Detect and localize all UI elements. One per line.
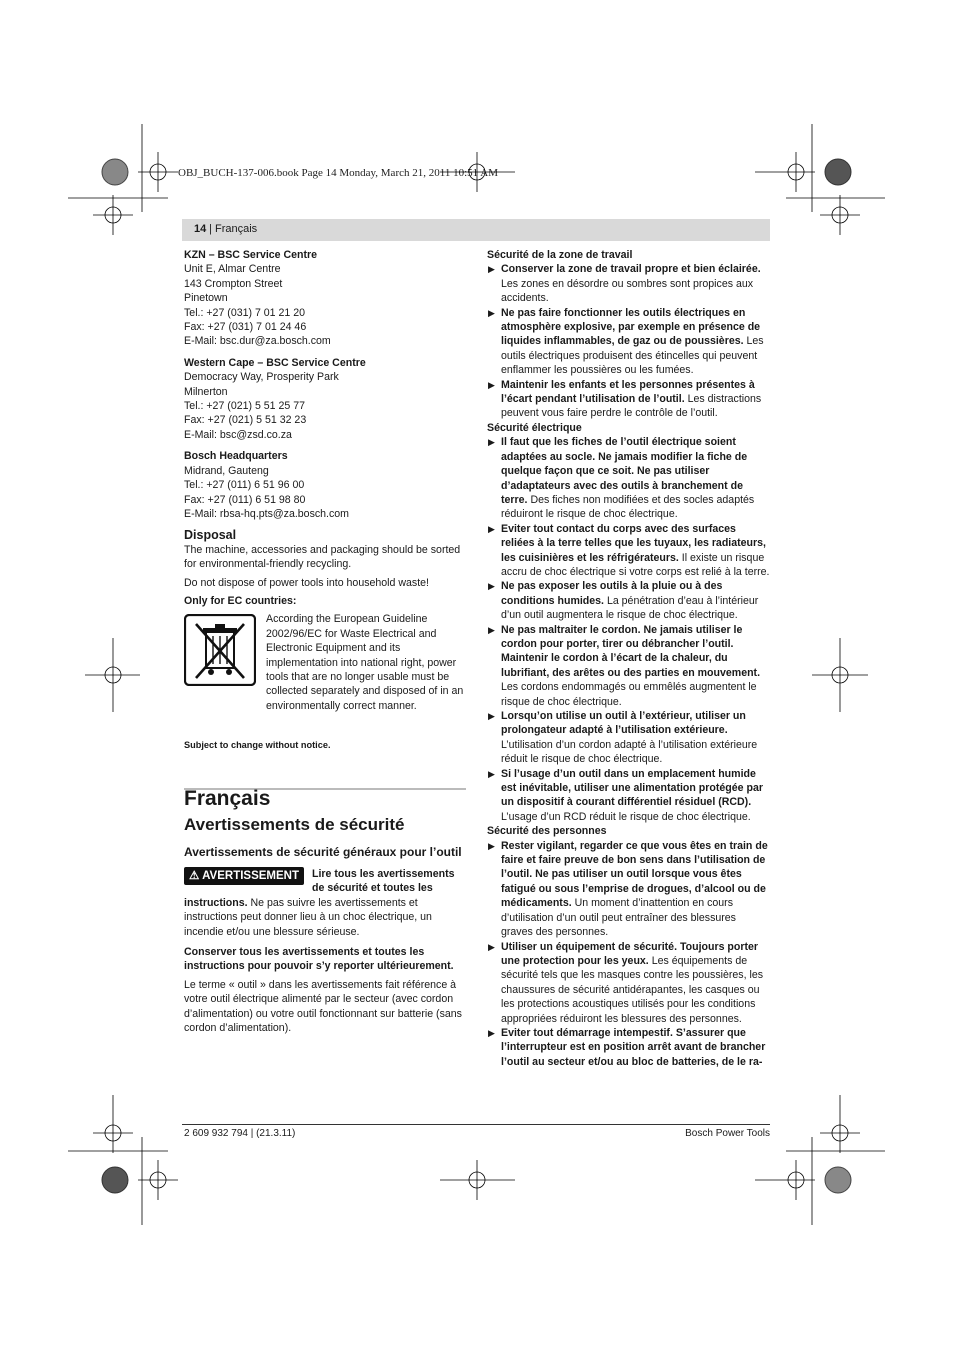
- bullet-arrow-icon: ▶: [488, 840, 495, 851]
- title-avertissements: Avertissements de sécurité: [184, 815, 405, 835]
- list-item: ▶ Conserver la zone de travail propre et bien éclairée. Les zones en désordre ou sombres sont propices aux accidents.: [488, 263, 761, 305]
- warning-text: Ne pas suivre les avertissements et instructions peut donner lieu à un choc électrique, un incendie et/ou une blessure sérieuse.: [184, 896, 432, 938]
- ec-heading: Only for EC countries:: [184, 594, 297, 607]
- bullet-arrow-icon: ▶: [488, 768, 495, 779]
- francais-section: [184, 786, 466, 810]
- contact-kzn: [184, 248, 466, 349]
- page-header-bar: [182, 219, 770, 241]
- list-item: ▶ Maintenir les enfants et les personnes présentes à l’écart pendant l’utilisation de l’outil. Les distractions peuvent vous faire perdre le contrôle de l’outil.: [488, 378, 762, 420]
- ec-block: [184, 612, 466, 716]
- contact-email: E-Mail: bsc@zsd.co.za: [184, 428, 292, 441]
- list-item: ▶ Eviter tout démarrage intempestif. S’assurer que l’interrupteur est en position arrêt avant de brancher l’outil au secteur et/ou au bloc de batteries, de le ra-: [488, 1026, 766, 1068]
- list-item: ▶ Eviter tout contact du corps avec des surfaces reliées à la terre telles que les tuyaux, les radiateurs, les cuisinières et les réfrigérateurs. Il existe un risque accru de choc électrique si votre corps est relié à la terre.: [488, 522, 770, 578]
- section-personal: [487, 824, 770, 1069]
- disposal-heading: Disposal: [184, 528, 237, 543]
- warning-badge: [184, 867, 304, 885]
- bullet-arrow-icon: ▶: [488, 523, 495, 534]
- disposal-warning: Do not dispose of power tools into household waste!: [184, 576, 429, 589]
- section-electrical: [487, 421, 770, 824]
- tool-term-paragraph: Le terme « outil » dans les avertissements fait référence à votre outil électrique alimenté par le secteur (avec cordon d’alimentation) ou votre outil fonctionnant sur batterie (sans cordon d’alimentation).: [184, 978, 462, 1035]
- right-column: [487, 248, 770, 1069]
- page-number: 14: [194, 223, 207, 235]
- bullet-arrow-icon: ▶: [488, 624, 495, 635]
- disposal-paragraph: The machine, accessories and packaging should be sorted for environmental-friendly recycling.: [184, 543, 461, 571]
- contact-line: Fax: +27 (011) 6 51 98 80: [184, 493, 306, 506]
- bullet-arrow-icon: ▶: [488, 264, 495, 275]
- list-item: ▶ Ne pas exposer les outils à la pluie ou à des conditions humides. La pénétration d’eau à l’intérieur d’un outil augmentera le risque de choc électrique.: [488, 580, 759, 622]
- title-general-warnings: Avertissements de sécurité généraux pour l’outil: [184, 844, 462, 859]
- list-item: ▶ Utiliser un équipement de sécurité. Toujours porter une protection pour les yeux. Les équipements de sécurité tels que les masques contre les poussières, les chaussures de sécurité antidérapantes, les casques ou les protections acoustiques utilisés pour les conditions appropriées réduiront les blessures des personnes.: [488, 940, 764, 1025]
- bullet-arrow-icon: ▶: [488, 1027, 495, 1038]
- contact-email: E-Mail: bsc.dur@za.bosch.com: [184, 335, 331, 348]
- weee-bin-icon: [184, 614, 256, 686]
- list-item: ▶ Lorsqu’on utilise un outil à l’extérieur, utiliser un prolongateur adapté à l’utilisation extérieure. L’utilisation d’un cordon adapté à l’utilisation extérieure réduit le risque de choc électrique.: [488, 710, 758, 766]
- page-footer: [182, 1124, 770, 1139]
- contact-line: Tel.: +27 (011) 6 51 96 00: [184, 479, 305, 492]
- contact-line: Milnerton: [184, 385, 228, 398]
- contact-name: KZN – BSC Service Centre: [184, 249, 318, 261]
- header-section: Français: [215, 223, 258, 235]
- contact-line: 143 Crompton Street: [184, 277, 283, 290]
- bullet-arrow-icon: ▶: [488, 941, 495, 952]
- header-separator: |: [209, 223, 212, 235]
- list-item: ▶ Il faut que les fiches de l’outil électrique soient adaptées au socle. Ne jamais modifier la fiche de quelque façon que ce soit. Ne pas utiliser d’adaptateurs avec des outils à branchement de terre. Des fiches non modifiées et des socles adaptés réduiront le risque de choc électrique.: [488, 436, 755, 521]
- contact-line: Fax: +27 (031) 7 01 24 46: [184, 321, 307, 334]
- section-heading: Sécurité électrique: [487, 421, 582, 434]
- warning-badge-label: AVERTISSEMENT: [202, 869, 300, 882]
- contact-line: Tel.: +27 (031) 7 01 21 20: [184, 306, 306, 319]
- bullet-arrow-icon: ▶: [488, 581, 495, 592]
- footer-code: 2 609 932 794 | (21.3.11): [184, 1128, 296, 1139]
- contact-name: Bosch Headquarters: [184, 450, 288, 463]
- keep-instructions: Conserver tous les avertissements et toutes les instructions pour pouvoir s’y reporter ultérieurement.: [184, 946, 454, 973]
- contact-western-cape: [184, 356, 466, 442]
- bullet-arrow-icon: ▶: [488, 379, 495, 390]
- bullet-arrow-icon: ▶: [488, 307, 495, 318]
- list-item: ▶ Ne pas maltraiter le cordon. Ne jamais utiliser le cordon pour porter, tirer ou débrancher l’outil. Maintenir le cordon à l’écart de la chaleur, du lubrifiant, des arêtes ou des parties en mouvement. Les cordons endommagés ou emmêlés augmentent le risque de choc électrique.: [488, 623, 761, 708]
- contact-line: Democracy Way, Prosperity Park: [184, 371, 339, 384]
- contact-line: Pinetown: [184, 292, 228, 305]
- print-slug: OBJ_BUCH-137-006.book Page 14 Monday, March 21, 2011 10:51 AM: [178, 167, 499, 179]
- contact-line: Tel.: +27 (021) 5 51 25 77: [184, 400, 306, 413]
- left-column: [184, 248, 466, 1035]
- contact-email: E-Mail: rbsa-hq.pts@za.bosch.com: [184, 507, 350, 520]
- contact-line: Unit E, Almar Centre: [184, 263, 281, 276]
- list-item: ▶ Rester vigilant, regarder ce que vous êtes en train de faire et faire preuve de bon sens dans l’utilisation de l’outil. Ne pas utiliser un outil lorsque vous êtes fatigué ou sous l’emprise de drogues, d’alcool ou de médicaments. Un moment d’inattention en cours d’utilisation d’un outil peut entraîner des blessures graves des personnes.: [488, 839, 768, 939]
- warning-bold-text: Lire tous les avertissements de sécurité et toutes les instructions.: [184, 867, 455, 909]
- list-item: ▶ Ne pas faire fonctionner les outils électriques en atmosphère explosive, par exemple en présence de liquides inflammables, de gaz ou de poussières. Les outils électriques produisent des étincelles qui peuvent enflammer les poussières ou les fumées.: [488, 306, 764, 377]
- contact-name: Western Cape – BSC Service Centre: [184, 356, 366, 369]
- section-heading: Sécurité des personnes: [487, 825, 607, 838]
- list-item: ▶ Si l’usage d’un outil dans un emplacement humide est inévitable, utiliser une alimentation protégée par un dispositif à courant différentiel résiduel (RCD). L’usage d’un RCD réduit le risque de choc électrique.: [488, 767, 763, 823]
- warning-triangle-icon: ⚠: [189, 869, 200, 882]
- warning-block: [184, 867, 466, 939]
- contact-line: Fax: +27 (021) 5 51 32 23: [184, 414, 307, 427]
- bullet-arrow-icon: ▶: [488, 711, 495, 721]
- footer-brand: Bosch Power Tools: [685, 1128, 770, 1139]
- contact-line: Midrand, Gauteng: [184, 464, 269, 477]
- section-work-area: [487, 248, 770, 421]
- ec-paragraph: According the European Guideline 2002/96/EC for Waste Electrical and Electronic Equipment and its implementation into national right, power tools that are no longer usable must be collected separately and disposed of in an environmentally correct manner.: [266, 613, 464, 712]
- section-heading: Sécurité de la zone de travail: [487, 249, 633, 261]
- contact-headquarters: [184, 449, 466, 521]
- bullet-arrow-icon: ▶: [488, 437, 495, 448]
- title-francais: Français: [184, 786, 271, 810]
- subject-to-change: Subject to change without notice.: [184, 740, 331, 751]
